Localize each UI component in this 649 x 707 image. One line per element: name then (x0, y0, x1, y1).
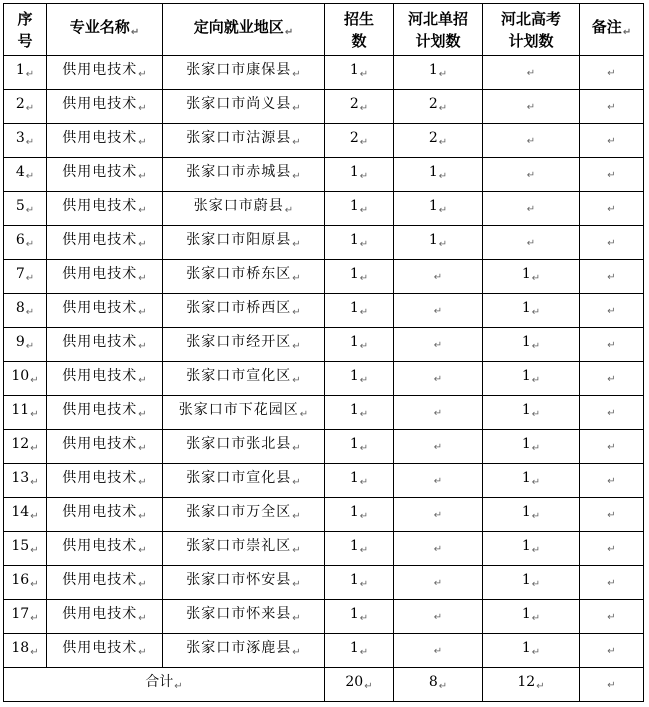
cell-region: 张家口市崇礼区$_↵$ (163, 532, 325, 566)
cell-note: ↵ (580, 158, 644, 192)
cell-hebei-gaokao: $1_↵$ (483, 362, 580, 396)
cell-no: $14_↵$ (4, 498, 47, 532)
cell-major: 供用电技术$_↵$ (47, 90, 163, 124)
table-row (4, 600, 644, 634)
cell-count: $2_↵$ (325, 124, 394, 158)
cell-major: 供用电技术$_↵$ (47, 294, 163, 328)
cell-note: ↵ (580, 362, 644, 396)
cell-count: $2_↵$ (325, 90, 394, 124)
cell-count: $1_↵$ (325, 430, 394, 464)
cell-region: 张家口市赤城县$_↵$ (163, 158, 325, 192)
header-row (4, 4, 644, 56)
table-row (4, 192, 644, 226)
cell-region: 张家口市桥西区$_↵$ (163, 294, 325, 328)
cell-hebei-single: ↵ (394, 430, 483, 464)
header-hebei-single: 河北单招计划数 (394, 4, 483, 56)
cell-major: 供用电技术$_↵$ (47, 226, 163, 260)
cell-hebei-single: $1_↵$ (394, 192, 483, 226)
cell-hebei-gaokao: ↵ (483, 90, 580, 124)
cell-region: 张家口市涿鹿县$_↵$ (163, 634, 325, 668)
cell-count: $1_↵$ (325, 532, 394, 566)
cell-no: $13_↵$ (4, 464, 47, 498)
cell-hebei-single: ↵ (394, 260, 483, 294)
cell-hebei-single: ↵ (394, 532, 483, 566)
cell-hebei-gaokao: $1_↵$ (483, 260, 580, 294)
cell-no: $10_↵$ (4, 362, 47, 396)
cell-no: $17_↵$ (4, 600, 47, 634)
cell-hebei-gaokao: ↵ (483, 226, 580, 260)
cell-region: 张家口市宣化区$_↵$ (163, 362, 325, 396)
cell-region: 张家口市怀来县$_↵$ (163, 600, 325, 634)
table-body (4, 56, 644, 668)
cell-note: ↵ (580, 464, 644, 498)
cell-count: $1_↵$ (325, 192, 394, 226)
cell-no: $16_↵$ (4, 566, 47, 600)
total-hebei-gaokao: $12_↵$ (483, 668, 580, 702)
cell-note: ↵ (580, 634, 644, 668)
header-hebei-gaokao: 河北高考计划数 (483, 4, 580, 56)
cell-note: ↵ (580, 532, 644, 566)
cell-no: $15_↵$ (4, 532, 47, 566)
cell-note: ↵ (580, 328, 644, 362)
cell-no: $2_↵$ (4, 90, 47, 124)
cell-region: 张家口市经开区$_↵$ (163, 328, 325, 362)
table-row (4, 396, 644, 430)
table-row (4, 90, 644, 124)
cell-no: $8_↵$ (4, 294, 47, 328)
cell-hebei-single: ↵ (394, 498, 483, 532)
cell-hebei-gaokao: $1_↵$ (483, 464, 580, 498)
cell-note: ↵ (580, 226, 644, 260)
cell-region: 张家口市尚义县$_↵$ (163, 90, 325, 124)
table-row (4, 566, 644, 600)
cell-count: $1_↵$ (325, 158, 394, 192)
cell-note: ↵ (580, 600, 644, 634)
cell-count: $1_↵$ (325, 396, 394, 430)
cell-hebei-single: ↵ (394, 634, 483, 668)
cell-no: $11_↵$ (4, 396, 47, 430)
table-row (4, 124, 644, 158)
cell-hebei-gaokao: ↵ (483, 192, 580, 226)
cell-hebei-gaokao: $1_↵$ (483, 396, 580, 430)
cell-hebei-gaokao: ↵ (483, 124, 580, 158)
cell-count: $1_↵$ (325, 260, 394, 294)
cell-hebei-single: $2_↵$ (394, 124, 483, 158)
cell-no: $1_↵$ (4, 56, 47, 90)
header-no: 序号 (4, 4, 47, 56)
cell-hebei-gaokao: $1_↵$ (483, 294, 580, 328)
cell-major: 供用电技术$_↵$ (47, 600, 163, 634)
cell-hebei-single: ↵ (394, 396, 483, 430)
header-count: 招生数 (325, 4, 394, 56)
cell-region: 张家口市张北县$_↵$ (163, 430, 325, 464)
cell-no: $3_↵$ (4, 124, 47, 158)
table-row (4, 532, 644, 566)
cell-hebei-gaokao: $1_↵$ (483, 566, 580, 600)
cell-major: 供用电技术$_↵$ (47, 498, 163, 532)
cell-major: 供用电技术$_↵$ (47, 158, 163, 192)
cell-region: 张家口市阳原县$_↵$ (163, 226, 325, 260)
header-region: 定向就业地区$_↵$ (163, 4, 325, 56)
cell-major: 供用电技术$_↵$ (47, 566, 163, 600)
cell-region: 张家口市沽源县$_↵$ (163, 124, 325, 158)
cell-hebei-single: ↵ (394, 566, 483, 600)
cell-hebei-single: ↵ (394, 294, 483, 328)
header-major: 专业名称$_↵$ (47, 4, 163, 56)
cell-hebei-gaokao: $1_↵$ (483, 430, 580, 464)
cell-major: 供用电技术$_↵$ (47, 634, 163, 668)
cell-major: 供用电技术$_↵$ (47, 430, 163, 464)
total-hebei-single: $8_↵$ (394, 668, 483, 702)
cell-count: $1_↵$ (325, 226, 394, 260)
cell-note: ↵ (580, 260, 644, 294)
table-row (4, 430, 644, 464)
cell-major: 供用电技术$_↵$ (47, 328, 163, 362)
cell-note: ↵ (580, 192, 644, 226)
table-row (4, 294, 644, 328)
cell-no: $9_↵$ (4, 328, 47, 362)
cell-hebei-gaokao: ↵ (483, 56, 580, 90)
table-row (4, 226, 644, 260)
table-row (4, 464, 644, 498)
cell-count: $1_↵$ (325, 566, 394, 600)
total-row (4, 668, 644, 702)
cell-hebei-single: $1_↵$ (394, 158, 483, 192)
table-row (4, 328, 644, 362)
cell-no: $5_↵$ (4, 192, 47, 226)
cell-count: $1_↵$ (325, 600, 394, 634)
total-label: 合计$_↵$ (4, 668, 325, 702)
cell-region: 张家口市怀安县$_↵$ (163, 566, 325, 600)
total-count: $20_↵$ (325, 668, 394, 702)
cell-major: 供用电技术$_↵$ (47, 396, 163, 430)
cell-hebei-gaokao: $1_↵$ (483, 600, 580, 634)
cell-count: $1_↵$ (325, 56, 394, 90)
header-note: 备注$_↵$ (580, 4, 644, 56)
cell-count: $1_↵$ (325, 328, 394, 362)
cell-hebei-single: $2_↵$ (394, 90, 483, 124)
cell-note: ↵ (580, 430, 644, 464)
table-row (4, 158, 644, 192)
cell-no: $18_↵$ (4, 634, 47, 668)
cell-hebei-gaokao: $1_↵$ (483, 532, 580, 566)
cell-major: 供用电技术$_↵$ (47, 464, 163, 498)
cell-note: ↵ (580, 498, 644, 532)
cell-count: $1_↵$ (325, 634, 394, 668)
cell-major: 供用电技术$_↵$ (47, 56, 163, 90)
table-row (4, 362, 644, 396)
cell-region: 张家口市万全区$_↵$ (163, 498, 325, 532)
cell-major: 供用电技术$_↵$ (47, 260, 163, 294)
cell-count: $1_↵$ (325, 294, 394, 328)
cell-note: ↵ (580, 124, 644, 158)
cell-region: 张家口市下花园区$_↵$ (163, 396, 325, 430)
cell-hebei-gaokao: ↵ (483, 158, 580, 192)
cell-region: 张家口市蔚县$_↵$ (163, 192, 325, 226)
cell-no: $7_↵$ (4, 260, 47, 294)
cell-major: 供用电技术$_↵$ (47, 532, 163, 566)
table-row (4, 498, 644, 532)
cell-note: ↵ (580, 396, 644, 430)
table-row (4, 56, 644, 90)
cell-count: $1_↵$ (325, 498, 394, 532)
enrollment-plan-table (3, 3, 644, 702)
cell-hebei-gaokao: $1_↵$ (483, 498, 580, 532)
cell-note: ↵ (580, 90, 644, 124)
cell-no: $12_↵$ (4, 430, 47, 464)
cell-note: ↵ (580, 56, 644, 90)
total-note: ↵ (580, 668, 644, 702)
table-row (4, 260, 644, 294)
cell-region: 张家口市宣化县$_↵$ (163, 464, 325, 498)
cell-hebei-single: $1_↵$ (394, 226, 483, 260)
cell-hebei-single: ↵ (394, 600, 483, 634)
cell-region: 张家口市桥东区$_↵$ (163, 260, 325, 294)
cell-hebei-single: ↵ (394, 464, 483, 498)
cell-major: 供用电技术$_↵$ (47, 192, 163, 226)
cell-note: ↵ (580, 294, 644, 328)
cell-note: ↵ (580, 566, 644, 600)
cell-hebei-single: $1_↵$ (394, 56, 483, 90)
cell-hebei-single: ↵ (394, 362, 483, 396)
cell-hebei-gaokao: $1_↵$ (483, 328, 580, 362)
table-row (4, 634, 644, 668)
cell-major: 供用电技术$_↵$ (47, 362, 163, 396)
cell-no: $4_↵$ (4, 158, 47, 192)
cell-count: $1_↵$ (325, 362, 394, 396)
cell-region: 张家口市康保县$_↵$ (163, 56, 325, 90)
cell-major: 供用电技术$_↵$ (47, 124, 163, 158)
cell-no: $6_↵$ (4, 226, 47, 260)
cell-hebei-gaokao: $1_↵$ (483, 634, 580, 668)
cell-count: $1_↵$ (325, 464, 394, 498)
cell-hebei-single: ↵ (394, 328, 483, 362)
